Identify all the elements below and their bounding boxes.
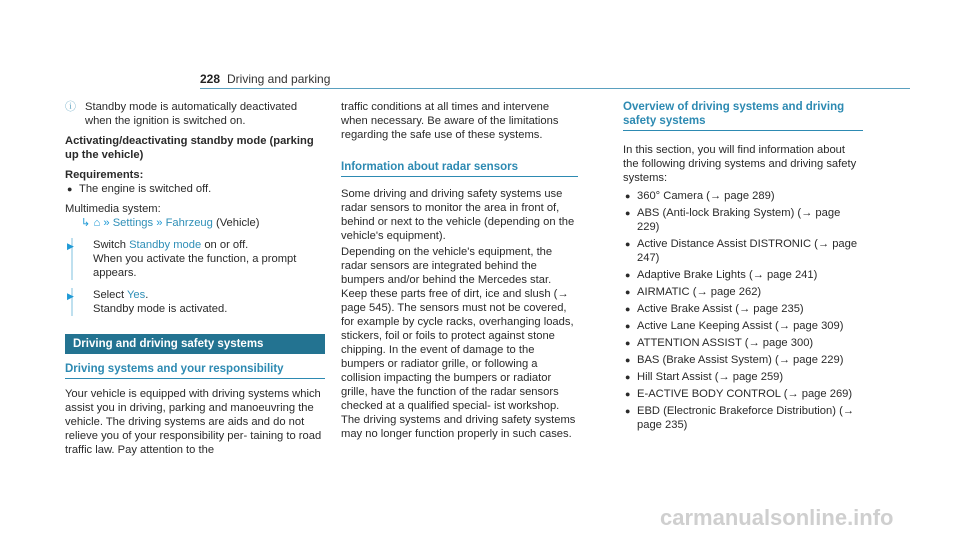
step-2-detail: Standby mode is activated. [93, 303, 228, 315]
info-icon: ⓘ [65, 101, 76, 113]
list-item: ● BAS (Brake Assist System) (→ page 229) [625, 354, 844, 366]
radar-para-1: Some driving and driving safety systems use radar sensors to monitor the area in front of, behind or next to the vehicle (depending on the vehicle's equipment). [341, 188, 575, 242]
chevron-right-icon: » [103, 217, 110, 229]
column-1 [65, 100, 325, 457]
step-arrow-icon: ▶ [67, 291, 74, 301]
section-banner: Driving and driving safety systems [65, 334, 325, 354]
list-item: ● The engine is switched off. [67, 183, 212, 195]
watermark: carmanualsonline.info [660, 505, 894, 530]
list-item: ● Active Brake Assist (→ page 235) [625, 303, 804, 315]
radar-heading: Information about radar sensors [341, 160, 578, 177]
overview-intro: In this section, you will find information about the following driving systems and driving safety systems: [623, 144, 857, 184]
section-text: Your vehicle is equipped with driving systems which assist you in driving, parking and manoeuvring the vehicle. The driving systems are aids and do not relieve you of your responsibility per- taining to road traffic law. Pay attention to the [65, 388, 322, 456]
yes-option[interactable]: Yes [127, 289, 146, 301]
overview-heading: Overview of driving systems and driving safety systems [623, 100, 863, 131]
step-2 [67, 288, 325, 316]
page-number: 228 [200, 72, 221, 86]
step-arrow-icon: ▶ [67, 241, 74, 251]
step-1-text: Switch Standby mode on or off. [93, 239, 249, 251]
step-1-detail: When you activate the function, a prompt appears. [93, 253, 297, 279]
step-2-text: Select Yes. [93, 289, 149, 301]
radar-para-2: Depending on the vehicle's equipment, the radar sensors are integrated behind the bumpers and/or behind the Mercedes star. Keep these parts free of dirt, ice and slush (→ page 545). The sensors must not be covered, for example by cycle racks, overhanging loads, stickers, foil or foils to protect against stone chipping. In the event of damage to the bumpers or radiator grille, or following a collision impacting the bumpers or radiator grille, have the function of the radar sensors checked at a qualified special- ist workshop. The driving systems and driving safety systems may no longer function properly in such cases. [341, 246, 576, 440]
note [65, 100, 325, 128]
chevron-right-icon: » [156, 217, 163, 229]
list-item: ● E-ACTIVE BODY CONTROL (→ page 269) [625, 388, 853, 400]
list-item: ● Adaptive Brake Lights (→ page 241) [625, 269, 818, 281]
step-1 [67, 238, 325, 280]
requirements-label: Requirements: [65, 169, 144, 181]
return-arrow-icon: ↳ [81, 217, 91, 229]
nav-path [65, 216, 325, 230]
list-item: ● EBD (Electronic Brakeforce Distribution) (→ page 235) [625, 405, 854, 431]
list-item: ● 360° Camera (→ page 289) [625, 190, 775, 202]
list-item: ● ABS (Anti-lock Braking System) (→ page 229) [625, 207, 841, 233]
multimedia-label: Multimedia system: [65, 203, 161, 215]
standby-mode-option[interactable]: Standby mode [129, 239, 202, 251]
list-item: ● ATTENTION ASSIST (→ page 300) [625, 337, 814, 349]
standby-heading: Activating/deactivating standby mode (parking up the vehicle) [65, 135, 314, 161]
list-item: ● Active Lane Keeping Assist (→ page 309) [625, 320, 844, 332]
header-divider [200, 88, 910, 89]
continued-text: traffic conditions at all times and intervene when necessary. Be aware of the limitations regarding the safe use of these systems. [341, 101, 559, 141]
list-item: ● AIRMATIC (→ page 262) [625, 286, 762, 298]
column-2 [341, 100, 578, 441]
note-text: Standby mode is automatically deactivated when the ignition is switched on. [85, 101, 298, 127]
nav-settings[interactable]: Settings [112, 217, 154, 229]
nav-vehicle-label: (Vehicle) [215, 217, 260, 229]
section-heading: Driving systems and your responsibility [65, 362, 325, 379]
home-icon[interactable]: ⌂ [93, 217, 101, 229]
systems-list [623, 189, 863, 432]
list-item: ● Hill Start Assist (→ page 259) [625, 371, 784, 383]
list-item: ● Active Distance Assist DISTRONIC (→ page 247) [625, 238, 858, 264]
page-title: Driving and parking [227, 72, 331, 86]
nav-fahrzeug[interactable]: Fahrzeug [165, 217, 213, 229]
requirements-list [65, 182, 325, 196]
column-3 [623, 100, 863, 435]
